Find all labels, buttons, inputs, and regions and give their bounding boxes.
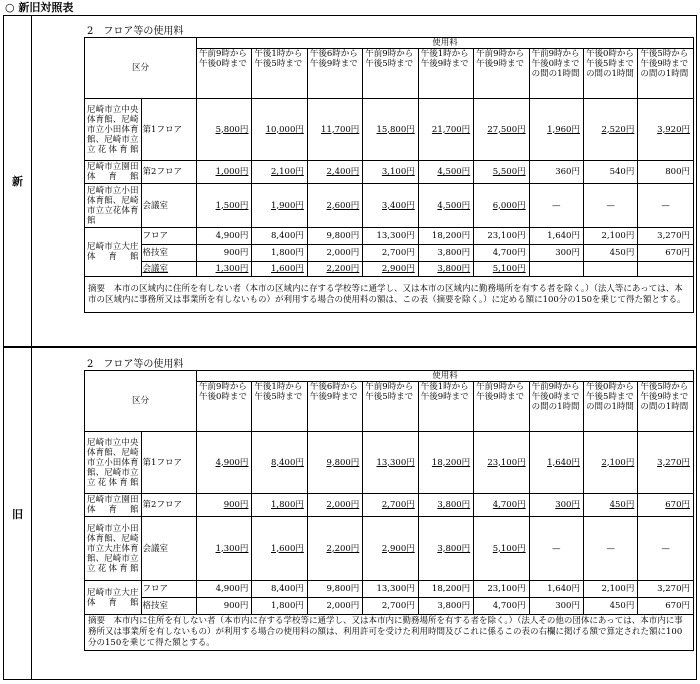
room-cell: 会議室	[141, 184, 196, 228]
facility-cell: 尼崎市立中央体育館、尼崎市立小田体育館、尼崎市立立花体育館	[85, 432, 142, 494]
fee-cell: 1,500円	[196, 184, 251, 228]
new-section	[84, 26, 694, 313]
fee-cell: —	[583, 517, 637, 581]
time-slot-header: 午前9時から午後0時まで	[196, 49, 251, 99]
fee-cell: 5,100円	[474, 262, 529, 277]
fee-cell: 5,800円	[196, 99, 251, 161]
fee-cell: 8,400円	[252, 581, 307, 598]
old-section-title: 2 フロア等の使用料	[87, 359, 184, 370]
fee-cell: 300円	[529, 245, 583, 262]
table-row	[85, 598, 694, 615]
fee-cell: 23,100円	[474, 432, 529, 494]
note-cell: 摘要 本市の区域内に住所を有しない者（本市の区域内に存する学校等に通学し、又は本市の区域内に勤務場所を有する者を除く。）（法人等にあっては、本市の区域内に事務所又は事業所を有しないもの）が利用する場合の使用料の額は、この表（摘要を除く。）に定める額に100分の150を乗じて得た額とする。	[85, 277, 694, 313]
time-slot-header: 午後6時から午後9時まで	[307, 49, 362, 99]
facility-cell: 尼崎市立大庄体育館	[85, 228, 142, 277]
fee-cell: —	[529, 517, 583, 581]
new-side-label: 新	[12, 175, 23, 188]
facility-cell: 尼崎市立園田体育館	[85, 161, 142, 184]
fee-cell: 4,700円	[474, 245, 529, 262]
table-row	[85, 262, 694, 277]
facility-cell: 尼崎市立小田体育館、尼崎市立大庄体育館、尼崎市立立花体育館	[85, 517, 142, 581]
fee-cell: 3,100円	[363, 161, 418, 184]
fee-cell: 15,800円	[363, 99, 418, 161]
fee-cell: 1,300円	[196, 262, 251, 277]
time-slot-header: 午後1時から午後5時まで	[252, 382, 307, 432]
time-slot-header: 午後1時から午後9時まで	[418, 382, 473, 432]
fee-cell: 1,800円	[252, 245, 307, 262]
fee-cell: 1,300円	[196, 517, 251, 581]
fee-cell: 3,920円	[638, 99, 694, 161]
fee-cell: 9,800円	[307, 432, 362, 494]
time-slot-header: 午前9時から午後9時まで	[474, 49, 529, 99]
fee-cell: 27,500円	[474, 99, 529, 161]
facility-cell: 尼崎市立小田体育館、尼崎市立立花体育館	[85, 184, 142, 228]
fee-cell: 2,200円	[307, 262, 362, 277]
fee-cell: 6,000円	[474, 184, 529, 228]
fee-cell: 18,200円	[418, 432, 473, 494]
fee-cell: 23,100円	[474, 228, 529, 245]
category-header: 区分	[85, 371, 197, 432]
facility-cell: 尼崎市立大庄体育館	[85, 581, 142, 615]
fee-cell: 1,640円	[529, 228, 583, 245]
time-slot-header: 午前9時から午後0時まで	[196, 382, 251, 432]
fee-cell: 2,700円	[363, 598, 418, 615]
fee-cell: 4,500円	[418, 184, 473, 228]
note-cell: 摘要 本市内に住所を有しない者（本市内に存する学校等に通学し、又は本市内に勤務場所を有する者を除く。）（法人その他の団体にあっては、本市内に事務所又は事業所を有しないもの）が利用する場合の使用料の額は、利用許可を受けた利用時間及びこれに係るこの表の右欄に掲げる額で算定された額に100分の150を乗じて得た額とする。	[85, 615, 694, 651]
fee-cell: 13,300円	[363, 581, 418, 598]
table-row	[85, 245, 694, 262]
fee-cell: 670円	[638, 494, 694, 517]
fee-cell: 450円	[583, 494, 637, 517]
fee-cell: 5,500円	[474, 161, 529, 184]
fee-cell: 2,600円	[307, 184, 362, 228]
new-fee-table	[84, 37, 694, 313]
old-side-label: 旧	[12, 508, 23, 521]
fee-cell: 10,000円	[252, 99, 307, 161]
comparison-frame	[3, 15, 697, 680]
table-row	[85, 432, 694, 494]
fee-cell: 1,000円	[196, 161, 251, 184]
fee-cell: 11,700円	[307, 99, 362, 161]
fee-cell: 18,200円	[418, 581, 473, 598]
fee-cell: 2,100円	[583, 432, 637, 494]
fee-cell: 1,800円	[252, 494, 307, 517]
table-row	[85, 99, 694, 161]
fee-cell: 4,700円	[474, 598, 529, 615]
fee-cell: —	[529, 184, 583, 228]
fee-cell: 670円	[638, 245, 694, 262]
fee-cell: 3,800円	[418, 517, 473, 581]
fee-cell: 8,400円	[252, 432, 307, 494]
fee-cell: 3,800円	[418, 245, 473, 262]
fee-cell	[638, 262, 694, 277]
fee-cell: —	[638, 184, 694, 228]
old-section	[84, 359, 694, 651]
fee-cell: 3,270円	[638, 432, 694, 494]
fee-cell: 1,960円	[529, 99, 583, 161]
fee-cell: 800円	[638, 161, 694, 184]
time-slot-header: 午後5時から午後9時までの間の1時間	[638, 382, 694, 432]
fee-cell: 2,900円	[363, 517, 418, 581]
fee-cell: 8,400円	[252, 228, 307, 245]
table-row	[85, 494, 694, 517]
fee-cell: 5,100円	[474, 517, 529, 581]
fee-cell: 4,900円	[196, 228, 251, 245]
fee-cell: 13,300円	[363, 432, 418, 494]
fee-cell: 2,700円	[363, 245, 418, 262]
time-slot-header: 午前9時から午後0時までの間の1時間	[529, 49, 583, 99]
facility-cell: 尼崎市立中央体育館、尼崎市立小田体育館、尼崎市立立花体育館	[85, 99, 142, 161]
fee-cell: 2,520円	[583, 99, 637, 161]
fee-cell: 4,900円	[196, 581, 251, 598]
fee-cell: 18,200円	[418, 228, 473, 245]
room-cell: 格技室	[141, 245, 196, 262]
table-row	[85, 184, 694, 228]
fee-cell: —	[638, 517, 694, 581]
fee-cell: 9,800円	[307, 228, 362, 245]
fee-cell: 3,800円	[418, 262, 473, 277]
fee-cell: 1,800円	[252, 598, 307, 615]
fee-cell: 2,200円	[307, 517, 362, 581]
fee-cell: 3,400円	[363, 184, 418, 228]
fee-cell: 540円	[583, 161, 637, 184]
fee-header: 使用料	[196, 371, 693, 382]
fee-cell: 3,800円	[418, 598, 473, 615]
fee-cell: 2,100円	[583, 228, 637, 245]
fee-cell	[583, 262, 637, 277]
fee-cell: 1,640円	[529, 432, 583, 494]
time-slot-header: 午後1時から午後5時まで	[252, 49, 307, 99]
comparison-heading: ○ 新旧対照表	[5, 1, 74, 14]
time-slot-header: 午後0時から午後5時までの間の1時間	[583, 49, 637, 99]
table-row	[85, 581, 694, 598]
room-cell: 第2フロア	[141, 161, 196, 184]
fee-cell: 2,000円	[307, 245, 362, 262]
time-slot-header: 午前9時から午後0時までの間の1時間	[529, 382, 583, 432]
fee-cell: 2,000円	[307, 598, 362, 615]
time-slot-header: 午前9時から午後9時まで	[474, 382, 529, 432]
fee-cell: 2,000円	[307, 494, 362, 517]
fee-cell: 2,700円	[363, 494, 418, 517]
fee-cell: 3,800円	[418, 494, 473, 517]
room-cell: 会議室	[141, 517, 196, 581]
fee-cell: 2,100円	[583, 581, 637, 598]
room-cell: 第2フロア	[141, 494, 196, 517]
time-slot-header: 午後5時から午後9時までの間の1時間	[638, 49, 694, 99]
fee-cell: 1,900円	[252, 184, 307, 228]
table-row	[85, 161, 694, 184]
fee-cell: 2,400円	[307, 161, 362, 184]
fee-cell: 23,100円	[474, 581, 529, 598]
fee-cell: 1,600円	[252, 262, 307, 277]
fee-cell: 2,100円	[252, 161, 307, 184]
room-cell: 会議室	[141, 262, 196, 277]
fee-cell: 4,500円	[418, 161, 473, 184]
room-cell: 格技室	[141, 598, 196, 615]
new-section-title: 2 フロア等の使用料	[87, 26, 184, 37]
room-cell: 第1フロア	[141, 432, 196, 494]
fee-cell: 13,300円	[363, 228, 418, 245]
fee-header: 使用料	[196, 38, 693, 49]
fee-cell: 450円	[583, 598, 637, 615]
room-cell: フロア	[141, 228, 196, 245]
fee-cell: 360円	[529, 161, 583, 184]
fee-cell: 4,900円	[196, 432, 251, 494]
time-slot-header: 午後1時から午後9時まで	[418, 49, 473, 99]
category-header: 区分	[85, 38, 197, 99]
fee-cell	[529, 262, 583, 277]
fee-cell: 900円	[196, 245, 251, 262]
fee-cell: 670円	[638, 598, 694, 615]
table-row	[85, 228, 694, 245]
fee-cell: 300円	[529, 598, 583, 615]
fee-cell: 4,700円	[474, 494, 529, 517]
fee-cell: 450円	[583, 245, 637, 262]
room-cell: フロア	[141, 581, 196, 598]
fee-cell: 2,900円	[363, 262, 418, 277]
fee-cell: 21,700円	[418, 99, 473, 161]
room-cell: 第1フロア	[141, 99, 196, 161]
facility-cell: 尼崎市立園田体育館	[85, 494, 142, 517]
fee-cell: 1,640円	[529, 581, 583, 598]
time-slot-header: 午後6時から午後9時まで	[307, 382, 362, 432]
time-slot-header: 午前9時から午後5時まで	[363, 382, 418, 432]
fee-cell: 300円	[529, 494, 583, 517]
old-fee-table	[84, 370, 694, 651]
fee-cell: 9,800円	[307, 581, 362, 598]
fee-cell: —	[583, 184, 637, 228]
fee-cell: 3,270円	[638, 581, 694, 598]
time-slot-header: 午前9時から午後5時まで	[363, 49, 418, 99]
fee-cell: 3,270円	[638, 228, 694, 245]
table-row	[85, 517, 694, 581]
fee-cell: 1,600円	[252, 517, 307, 581]
fee-cell: 900円	[196, 598, 251, 615]
fee-cell: 900円	[196, 494, 251, 517]
time-slot-header: 午後0時から午後5時までの間の1時間	[583, 382, 637, 432]
